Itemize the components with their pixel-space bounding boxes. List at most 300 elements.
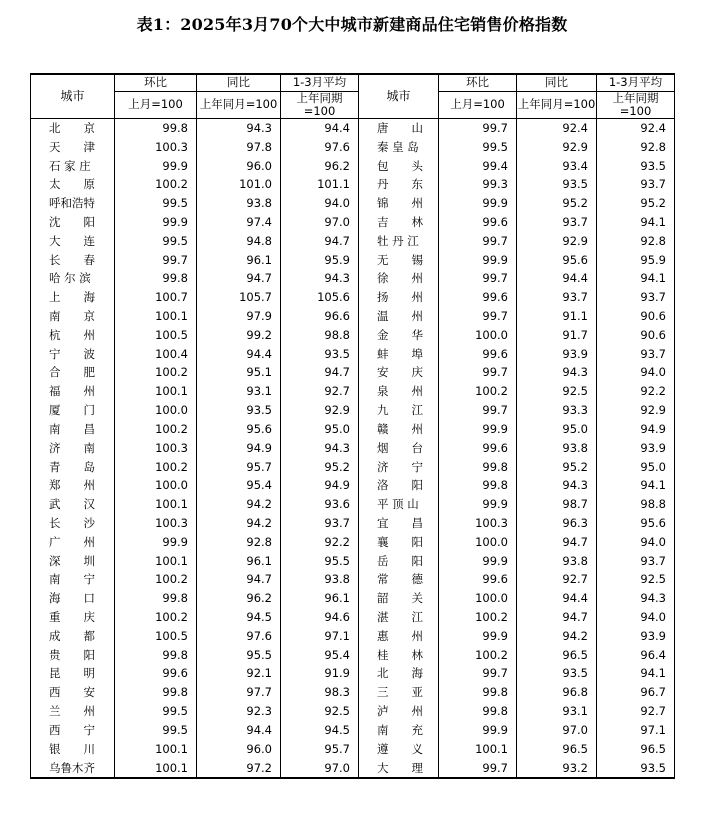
right-yoy-cell: 96.8 <box>517 683 597 702</box>
right-avg-cell: 93.5 <box>597 758 675 778</box>
right-yoy-cell: 93.8 <box>517 551 597 570</box>
header-mom: 环比 <box>115 74 197 91</box>
right-city-cell: 赣 州 <box>359 420 439 439</box>
right-avg-cell: 96.5 <box>597 739 675 758</box>
left-avg-cell: 94.3 <box>281 438 359 457</box>
right-mom-cell: 99.4 <box>439 156 517 175</box>
right-mom-cell: 99.9 <box>439 721 517 740</box>
left-yoy-cell: 97.6 <box>197 626 281 645</box>
right-city-cell: 烟 台 <box>359 438 439 457</box>
left-yoy-cell: 94.7 <box>197 269 281 288</box>
table-row <box>31 570 675 589</box>
left-city-cell: 厦 门 <box>31 401 115 420</box>
right-city-cell: 岳 阳 <box>359 551 439 570</box>
right-city-cell: 温 州 <box>359 307 439 326</box>
left-avg-cell: 94.7 <box>281 231 359 250</box>
right-mom-cell: 99.9 <box>439 420 517 439</box>
left-avg-cell: 92.7 <box>281 382 359 401</box>
left-city-cell: 石 家 庄 <box>31 156 115 175</box>
left-mom-cell: 100.0 <box>115 401 197 420</box>
left-avg-cell: 96.6 <box>281 307 359 326</box>
left-city-cell: 太 原 <box>31 175 115 194</box>
right-avg-cell: 95.9 <box>597 250 675 269</box>
table-row <box>31 420 675 439</box>
left-city-cell: 沈 阳 <box>31 213 115 232</box>
left-avg-cell: 97.0 <box>281 213 359 232</box>
right-avg-cell: 93.7 <box>597 551 675 570</box>
left-mom-cell: 100.7 <box>115 288 197 307</box>
left-avg-cell: 97.1 <box>281 626 359 645</box>
right-avg-cell: 93.9 <box>597 438 675 457</box>
right-mom-cell: 99.9 <box>439 626 517 645</box>
left-city-cell: 昆 明 <box>31 664 115 683</box>
left-yoy-cell: 93.1 <box>197 382 281 401</box>
left-avg-cell: 92.2 <box>281 532 359 551</box>
left-mom-cell: 100.1 <box>115 739 197 758</box>
right-avg-cell: 94.1 <box>597 269 675 288</box>
left-yoy-cell: 94.8 <box>197 231 281 250</box>
left-mom-cell: 99.8 <box>115 645 197 664</box>
left-yoy-cell: 94.2 <box>197 495 281 514</box>
left-mom-cell: 99.9 <box>115 532 197 551</box>
left-avg-cell: 98.8 <box>281 325 359 344</box>
table-row <box>31 269 675 288</box>
right-avg-cell: 94.0 <box>597 608 675 627</box>
left-mom-cell: 99.9 <box>115 156 197 175</box>
table-row <box>31 307 675 326</box>
right-city-cell: 秦 皇 岛 <box>359 137 439 156</box>
table-row <box>31 495 675 514</box>
right-mom-cell: 99.5 <box>439 137 517 156</box>
right-yoy-cell: 93.7 <box>517 213 597 232</box>
right-yoy-cell: 94.4 <box>517 269 597 288</box>
left-yoy-cell: 94.5 <box>197 608 281 627</box>
table-body <box>31 118 675 778</box>
table-row <box>31 137 675 156</box>
left-yoy-cell: 97.9 <box>197 307 281 326</box>
right-avg-cell: 90.6 <box>597 325 675 344</box>
left-mom-cell: 99.6 <box>115 664 197 683</box>
right-city-cell: 安 庆 <box>359 363 439 382</box>
table-row <box>31 175 675 194</box>
right-city-cell: 三 亚 <box>359 683 439 702</box>
left-avg-cell: 93.5 <box>281 344 359 363</box>
left-mom-cell: 100.5 <box>115 325 197 344</box>
left-yoy-cell: 92.3 <box>197 702 281 721</box>
table-row <box>31 438 675 457</box>
right-mom-cell: 99.6 <box>439 570 517 589</box>
left-mom-cell: 100.2 <box>115 457 197 476</box>
left-yoy-cell: 97.4 <box>197 213 281 232</box>
left-mom-cell: 100.3 <box>115 514 197 533</box>
right-city-cell: 常 德 <box>359 570 439 589</box>
header-city: 城市 <box>31 74 115 118</box>
header-yoy-base: 上年同月=100 <box>197 91 281 118</box>
right-mom-cell: 99.9 <box>439 194 517 213</box>
left-city-cell: 济 南 <box>31 438 115 457</box>
right-city-cell: 遵 义 <box>359 739 439 758</box>
right-avg-cell: 95.2 <box>597 194 675 213</box>
right-yoy-cell: 96.5 <box>517 739 597 758</box>
left-yoy-cell: 105.7 <box>197 288 281 307</box>
right-city-cell: 金 华 <box>359 325 439 344</box>
left-city-cell: 天 津 <box>31 137 115 156</box>
right-mom-cell: 100.0 <box>439 325 517 344</box>
right-mom-cell: 100.2 <box>439 608 517 627</box>
left-yoy-cell: 92.8 <box>197 532 281 551</box>
right-yoy-cell: 92.9 <box>517 137 597 156</box>
right-city-cell: 唐 山 <box>359 118 439 137</box>
left-avg-cell: 105.6 <box>281 288 359 307</box>
right-avg-cell: 92.5 <box>597 570 675 589</box>
left-mom-cell: 100.1 <box>115 758 197 778</box>
left-city-cell: 南 宁 <box>31 570 115 589</box>
right-mom-cell: 99.9 <box>439 551 517 570</box>
left-city-cell: 宁 波 <box>31 344 115 363</box>
right-avg-cell: 96.7 <box>597 683 675 702</box>
right-city-cell: 牡 丹 江 <box>359 231 439 250</box>
left-city-cell: 南 昌 <box>31 420 115 439</box>
right-avg-cell: 97.1 <box>597 721 675 740</box>
left-mom-cell: 100.5 <box>115 626 197 645</box>
left-mom-cell: 100.2 <box>115 175 197 194</box>
right-avg-cell: 95.0 <box>597 457 675 476</box>
right-city-cell: 包 头 <box>359 156 439 175</box>
left-city-cell: 大 连 <box>31 231 115 250</box>
right-mom-cell: 99.8 <box>439 476 517 495</box>
right-mom-cell: 99.7 <box>439 363 517 382</box>
table-row <box>31 702 675 721</box>
left-city-cell: 合 肥 <box>31 363 115 382</box>
left-city-cell: 成 都 <box>31 626 115 645</box>
left-mom-cell: 99.7 <box>115 250 197 269</box>
right-mom-cell: 99.7 <box>439 307 517 326</box>
left-yoy-cell: 96.0 <box>197 739 281 758</box>
right-avg-cell: 94.1 <box>597 476 675 495</box>
right-mom-cell: 100.2 <box>439 382 517 401</box>
right-mom-cell: 99.7 <box>439 231 517 250</box>
left-mom-cell: 100.3 <box>115 137 197 156</box>
left-mom-cell: 100.3 <box>115 438 197 457</box>
left-yoy-cell: 92.1 <box>197 664 281 683</box>
right-mom-cell: 100.3 <box>439 514 517 533</box>
left-avg-cell: 94.4 <box>281 118 359 137</box>
right-avg-cell: 92.8 <box>597 137 675 156</box>
table-row <box>31 683 675 702</box>
left-avg-cell: 97.0 <box>281 758 359 778</box>
right-yoy-cell: 93.4 <box>517 156 597 175</box>
table-row <box>31 363 675 382</box>
left-mom-cell: 99.5 <box>115 721 197 740</box>
left-mom-cell: 100.1 <box>115 382 197 401</box>
right-mom-cell: 100.0 <box>439 589 517 608</box>
table-row <box>31 476 675 495</box>
right-mom-cell: 99.7 <box>439 664 517 683</box>
left-yoy-cell: 94.7 <box>197 570 281 589</box>
left-yoy-cell: 94.2 <box>197 514 281 533</box>
left-mom-cell: 100.2 <box>115 420 197 439</box>
header-yoy-right: 同比 <box>517 74 597 91</box>
right-city-cell: 泉 州 <box>359 382 439 401</box>
left-avg-cell: 96.1 <box>281 589 359 608</box>
right-mom-cell: 99.9 <box>439 250 517 269</box>
left-yoy-cell: 97.2 <box>197 758 281 778</box>
right-city-cell: 蚌 埠 <box>359 344 439 363</box>
right-city-cell: 南 充 <box>359 721 439 740</box>
left-mom-cell: 99.5 <box>115 702 197 721</box>
table-row <box>31 457 675 476</box>
right-yoy-cell: 94.2 <box>517 626 597 645</box>
header-avg-right: 1-3月平均 <box>597 74 675 91</box>
right-yoy-cell: 93.7 <box>517 288 597 307</box>
right-city-cell: 锦 州 <box>359 194 439 213</box>
left-yoy-cell: 94.4 <box>197 721 281 740</box>
right-yoy-cell: 97.0 <box>517 721 597 740</box>
right-mom-cell: 99.8 <box>439 457 517 476</box>
header-avg: 1-3月平均 <box>281 74 359 91</box>
right-avg-cell: 93.7 <box>597 344 675 363</box>
left-city-cell: 乌鲁木齐 <box>31 758 115 778</box>
header-mom-right: 环比 <box>439 74 517 91</box>
right-city-cell: 泸 州 <box>359 702 439 721</box>
left-city-cell: 银 川 <box>31 739 115 758</box>
right-yoy-cell: 93.5 <box>517 664 597 683</box>
right-city-cell: 韶 关 <box>359 589 439 608</box>
right-yoy-cell: 94.3 <box>517 363 597 382</box>
left-avg-cell: 94.7 <box>281 363 359 382</box>
left-avg-cell: 91.9 <box>281 664 359 683</box>
right-city-cell: 北 海 <box>359 664 439 683</box>
right-avg-cell: 92.2 <box>597 382 675 401</box>
right-yoy-cell: 91.7 <box>517 325 597 344</box>
left-yoy-cell: 94.9 <box>197 438 281 457</box>
left-avg-cell: 93.7 <box>281 514 359 533</box>
left-mom-cell: 99.5 <box>115 194 197 213</box>
left-city-cell: 海 口 <box>31 589 115 608</box>
right-yoy-cell: 94.7 <box>517 608 597 627</box>
left-avg-cell: 98.3 <box>281 683 359 702</box>
left-avg-cell: 95.0 <box>281 420 359 439</box>
left-mom-cell: 100.1 <box>115 307 197 326</box>
left-city-cell: 呼和浩特 <box>31 194 115 213</box>
left-city-cell: 西 宁 <box>31 721 115 740</box>
left-mom-cell: 99.8 <box>115 118 197 137</box>
left-mom-cell: 100.2 <box>115 570 197 589</box>
right-yoy-cell: 95.6 <box>517 250 597 269</box>
left-yoy-cell: 97.8 <box>197 137 281 156</box>
right-avg-cell: 94.9 <box>597 420 675 439</box>
right-avg-cell: 90.6 <box>597 307 675 326</box>
right-yoy-cell: 95.2 <box>517 194 597 213</box>
table-row <box>31 382 675 401</box>
right-yoy-cell: 92.7 <box>517 570 597 589</box>
right-city-cell: 济 宁 <box>359 457 439 476</box>
right-avg-cell: 93.7 <box>597 175 675 194</box>
left-city-cell: 福 州 <box>31 382 115 401</box>
right-yoy-cell: 93.9 <box>517 344 597 363</box>
right-city-cell: 桂 林 <box>359 645 439 664</box>
right-avg-cell: 92.4 <box>597 118 675 137</box>
right-mom-cell: 99.6 <box>439 213 517 232</box>
right-mom-cell: 99.6 <box>439 438 517 457</box>
left-city-cell: 长 春 <box>31 250 115 269</box>
right-mom-cell: 99.8 <box>439 683 517 702</box>
right-mom-cell: 99.6 <box>439 344 517 363</box>
right-yoy-cell: 92.5 <box>517 382 597 401</box>
header-avg-base-right: 上年同期=100 <box>597 91 675 118</box>
right-city-cell: 扬 州 <box>359 288 439 307</box>
left-mom-cell: 100.0 <box>115 476 197 495</box>
header-mom-base-right: 上月=100 <box>439 91 517 118</box>
right-avg-cell: 94.1 <box>597 664 675 683</box>
right-mom-cell: 99.7 <box>439 401 517 420</box>
left-yoy-cell: 96.2 <box>197 589 281 608</box>
left-avg-cell: 95.5 <box>281 551 359 570</box>
left-yoy-cell: 93.8 <box>197 194 281 213</box>
right-city-cell: 徐 州 <box>359 269 439 288</box>
right-mom-cell: 100.1 <box>439 739 517 758</box>
table-row <box>31 213 675 232</box>
right-yoy-cell: 92.9 <box>517 231 597 250</box>
right-yoy-cell: 96.5 <box>517 645 597 664</box>
table-row <box>31 194 675 213</box>
left-avg-cell: 97.6 <box>281 137 359 156</box>
left-city-cell: 深 圳 <box>31 551 115 570</box>
price-index-table <box>30 73 675 779</box>
left-yoy-cell: 95.5 <box>197 645 281 664</box>
left-avg-cell: 93.8 <box>281 570 359 589</box>
table-row <box>31 344 675 363</box>
right-mom-cell: 100.2 <box>439 645 517 664</box>
left-city-cell: 上 海 <box>31 288 115 307</box>
table-row <box>31 288 675 307</box>
left-avg-cell: 96.2 <box>281 156 359 175</box>
left-mom-cell: 99.5 <box>115 231 197 250</box>
table-row <box>31 664 675 683</box>
table-row <box>31 250 675 269</box>
right-city-cell: 宜 昌 <box>359 514 439 533</box>
header-mom-base: 上月=100 <box>115 91 197 118</box>
left-avg-cell: 95.9 <box>281 250 359 269</box>
left-mom-cell: 100.2 <box>115 363 197 382</box>
left-yoy-cell: 96.1 <box>197 551 281 570</box>
right-avg-cell: 94.3 <box>597 589 675 608</box>
right-city-cell: 洛 阳 <box>359 476 439 495</box>
left-city-cell: 长 沙 <box>31 514 115 533</box>
left-city-cell: 杭 州 <box>31 325 115 344</box>
table-row <box>31 532 675 551</box>
right-avg-cell: 92.9 <box>597 401 675 420</box>
right-yoy-cell: 98.7 <box>517 495 597 514</box>
left-city-cell: 南 京 <box>31 307 115 326</box>
right-city-cell: 丹 东 <box>359 175 439 194</box>
right-avg-cell: 96.4 <box>597 645 675 664</box>
left-yoy-cell: 101.0 <box>197 175 281 194</box>
left-avg-cell: 93.6 <box>281 495 359 514</box>
header-city-right: 城市 <box>359 74 439 118</box>
left-avg-cell: 94.6 <box>281 608 359 627</box>
right-mom-cell: 100.0 <box>439 532 517 551</box>
left-mom-cell: 100.1 <box>115 551 197 570</box>
table-row <box>31 514 675 533</box>
right-avg-cell: 93.9 <box>597 626 675 645</box>
left-avg-cell: 95.4 <box>281 645 359 664</box>
right-avg-cell: 92.8 <box>597 231 675 250</box>
left-yoy-cell: 95.4 <box>197 476 281 495</box>
right-mom-cell: 99.7 <box>439 118 517 137</box>
table-row <box>31 401 675 420</box>
left-city-cell: 青 岛 <box>31 457 115 476</box>
left-city-cell: 广 州 <box>31 532 115 551</box>
right-yoy-cell: 91.1 <box>517 307 597 326</box>
right-avg-cell: 94.1 <box>597 213 675 232</box>
right-avg-cell: 92.7 <box>597 702 675 721</box>
table-row <box>31 551 675 570</box>
left-yoy-cell: 95.7 <box>197 457 281 476</box>
right-mom-cell: 99.9 <box>439 495 517 514</box>
left-yoy-cell: 95.1 <box>197 363 281 382</box>
left-yoy-cell: 96.1 <box>197 250 281 269</box>
right-avg-cell: 98.8 <box>597 495 675 514</box>
right-city-cell: 湛 江 <box>359 608 439 627</box>
right-yoy-cell: 96.3 <box>517 514 597 533</box>
right-mom-cell: 99.8 <box>439 702 517 721</box>
left-mom-cell: 99.8 <box>115 589 197 608</box>
table-row <box>31 626 675 645</box>
right-city-cell: 大 理 <box>359 758 439 778</box>
right-yoy-cell: 92.4 <box>517 118 597 137</box>
right-avg-cell: 95.6 <box>597 514 675 533</box>
right-yoy-cell: 95.0 <box>517 420 597 439</box>
header-yoy-base-right: 上年同月=100 <box>517 91 597 118</box>
header-yoy: 同比 <box>197 74 281 91</box>
left-city-cell: 北 京 <box>31 118 115 137</box>
table-row <box>31 608 675 627</box>
table-row <box>31 118 675 137</box>
left-avg-cell: 92.5 <box>281 702 359 721</box>
left-mom-cell: 100.2 <box>115 608 197 627</box>
right-avg-cell: 93.7 <box>597 288 675 307</box>
left-mom-cell: 99.9 <box>115 213 197 232</box>
left-city-cell: 西 安 <box>31 683 115 702</box>
left-city-cell: 贵 阳 <box>31 645 115 664</box>
right-city-cell: 惠 州 <box>359 626 439 645</box>
left-yoy-cell: 97.7 <box>197 683 281 702</box>
right-city-cell: 九 江 <box>359 401 439 420</box>
right-avg-cell: 93.5 <box>597 156 675 175</box>
left-avg-cell: 95.7 <box>281 739 359 758</box>
left-avg-cell: 92.9 <box>281 401 359 420</box>
left-avg-cell: 95.2 <box>281 457 359 476</box>
left-avg-cell: 94.0 <box>281 194 359 213</box>
left-mom-cell: 99.8 <box>115 269 197 288</box>
left-avg-cell: 101.1 <box>281 175 359 194</box>
left-yoy-cell: 94.4 <box>197 344 281 363</box>
table-row <box>31 645 675 664</box>
right-city-cell: 吉 林 <box>359 213 439 232</box>
right-mom-cell: 99.7 <box>439 758 517 778</box>
left-city-cell: 郑 州 <box>31 476 115 495</box>
right-yoy-cell: 94.7 <box>517 532 597 551</box>
right-avg-cell: 94.0 <box>597 363 675 382</box>
right-yoy-cell: 93.5 <box>517 175 597 194</box>
table-row <box>31 721 675 740</box>
left-mom-cell: 100.4 <box>115 344 197 363</box>
left-mom-cell: 100.1 <box>115 495 197 514</box>
left-city-cell: 重 庆 <box>31 608 115 627</box>
left-avg-cell: 94.9 <box>281 476 359 495</box>
right-yoy-cell: 93.3 <box>517 401 597 420</box>
